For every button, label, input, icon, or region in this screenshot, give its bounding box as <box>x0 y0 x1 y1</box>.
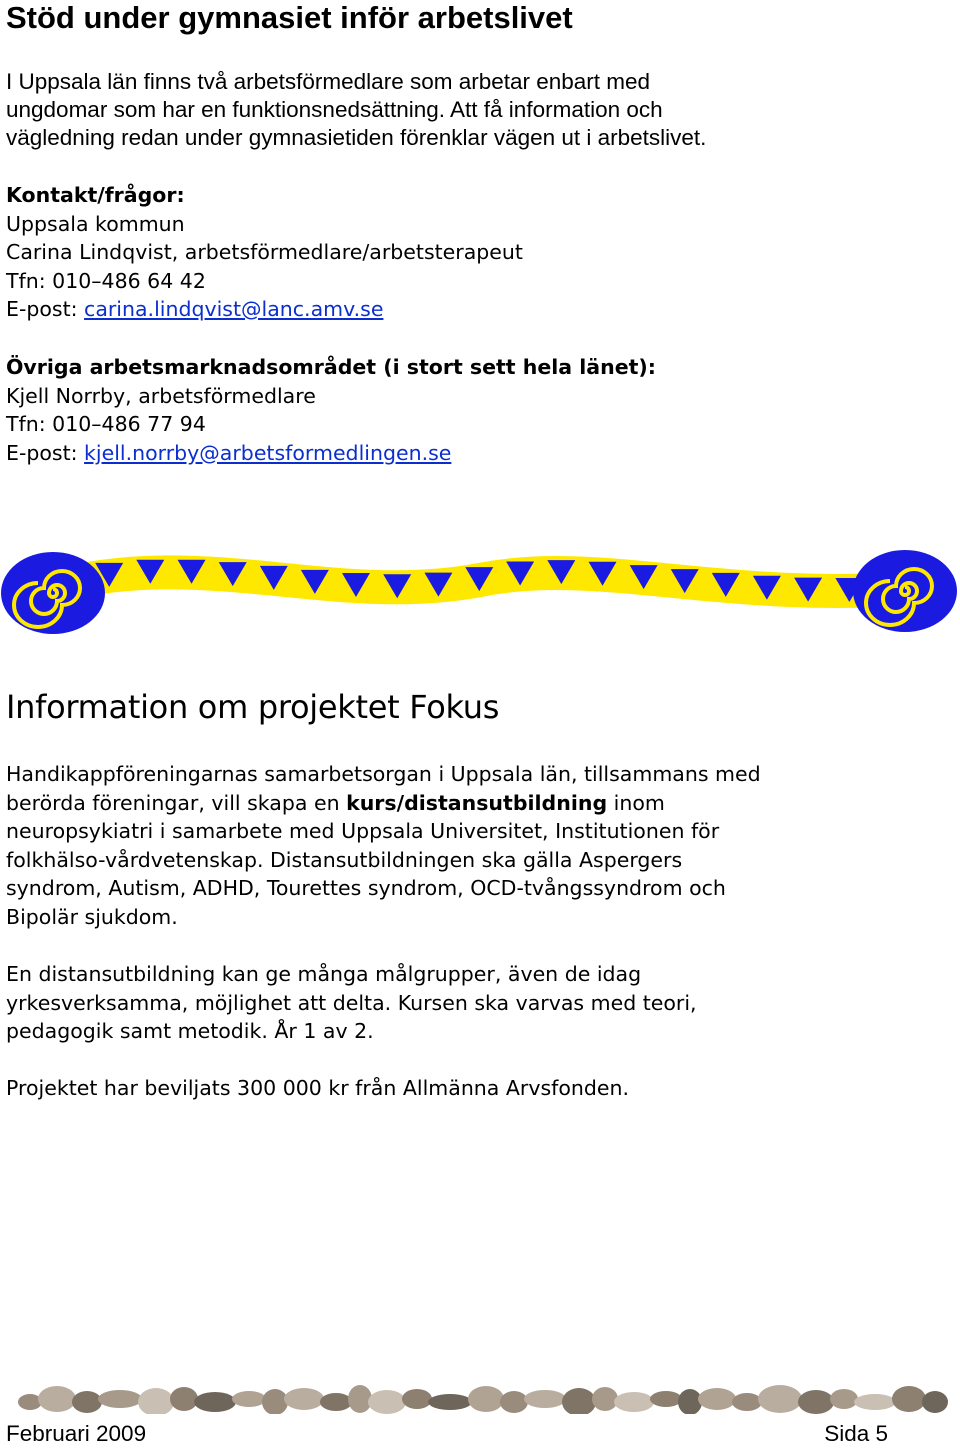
text-span: inom <box>607 790 665 815</box>
stone-shape <box>38 1386 76 1412</box>
text-line: folkhälso-vårdvetenskap. Distansutbildningen ska gälla Aspergers <box>6 847 683 872</box>
text-line: Projektet har beviljats 300 000 kr från Allmänna Arvsfonden. <box>6 1076 630 1100</box>
stone-shape <box>500 1391 528 1413</box>
decorative-wave-banner <box>0 548 960 638</box>
stone-shape <box>170 1387 198 1411</box>
contact-email-row <box>6 295 954 324</box>
stone-shape <box>320 1393 352 1411</box>
bold-term: kurs/distansutbildning <box>346 790 608 815</box>
intro-line: ungdomar som har en funktionsnedsättning. Att få information och <box>6 97 663 122</box>
decorative-stones-row <box>0 1380 960 1414</box>
contact-person: Kjell Norrby, arbetsförmedlare <box>6 383 316 408</box>
text-line: yrkesverksamma, möjlighet att delta. Kursen ska varvas med teori, <box>6 990 697 1015</box>
stone-shape <box>698 1388 736 1410</box>
contact-person: Carina Lindqvist, arbetsförmedlare/arbetsterapeut <box>6 240 523 264</box>
intro-paragraph <box>6 68 954 152</box>
text-line: pedagogik samt metodik. År 1 av 2. <box>6 1019 374 1043</box>
text-line <box>6 789 954 818</box>
text-span: berörda föreningar, vill skapa en <box>6 790 347 815</box>
stone-shape <box>798 1390 834 1414</box>
stone-shape <box>428 1394 472 1410</box>
stone-shape <box>262 1389 288 1414</box>
text-line: En distansutbildning kan ge många målgrupper, även de idag <box>6 962 642 986</box>
stone-shape <box>592 1387 618 1411</box>
stone-shape <box>830 1389 858 1409</box>
stone-shape <box>232 1391 266 1407</box>
contact-org: Uppsala kommun <box>6 211 185 236</box>
stone-shape <box>758 1385 802 1413</box>
contact-label: Kontakt/frågor: <box>6 183 185 207</box>
stone-shape <box>284 1388 324 1410</box>
email-prefix: E-post: <box>6 440 85 465</box>
contact-label: Övriga arbetsmarknadsområdet (i stort sett hela länet): <box>6 355 656 379</box>
footer-page-number: Sida 5 <box>824 1421 888 1446</box>
stone-shape <box>348 1385 372 1413</box>
intro-line: I Uppsala län finns två arbetsförmedlare som arbetar enbart med <box>6 69 651 94</box>
left-spiral-icon <box>1 552 105 634</box>
contact-phone: Tfn: 010–486 64 42 <box>6 268 206 293</box>
stone-shape <box>562 1388 596 1414</box>
text-line: syndrom, Autism, ADHD, Tourettes syndrom, OCD-tvångssyndrom och <box>6 876 726 900</box>
stone-shape <box>402 1389 432 1409</box>
stone-shape <box>892 1386 926 1412</box>
email-link[interactable]: kjell.norrby@arbetsformedlingen.se <box>84 440 452 465</box>
paragraph-project-1 <box>6 760 954 931</box>
section-heading: Information om projektet Fokus <box>6 688 500 726</box>
paragraph-project-2 <box>6 960 954 1046</box>
paragraph-project-3 <box>6 1074 954 1103</box>
contact-email-row <box>6 439 954 468</box>
stone-shape <box>194 1392 236 1412</box>
contact-block-1 <box>6 181 954 324</box>
contact-phone: Tfn: 010–486 77 94 <box>6 412 206 436</box>
text-line: Handikappföreningarnas samarbetsorgan i Uppsala län, tillsammans med <box>6 762 761 786</box>
text-line: Bipolär sjukdom. <box>6 904 178 929</box>
stone-shape <box>854 1394 896 1410</box>
intro-line: vägledning redan under gymnasietiden förenklar vägen ut i arbetslivet. <box>6 125 707 150</box>
footer-date: Februari 2009 <box>6 1421 147 1446</box>
stone-shape <box>98 1390 142 1408</box>
stone-shape <box>368 1390 406 1414</box>
contact-block-2 <box>6 353 954 467</box>
stone-shape <box>922 1391 948 1413</box>
stone-shape <box>678 1389 702 1414</box>
text-line: neuropsykiatri i samarbete med Uppsala Universitet, Institutionen för <box>6 819 720 843</box>
stone-shape <box>732 1393 762 1411</box>
stone-shape <box>468 1386 504 1412</box>
stone-shape <box>614 1392 654 1412</box>
stone-shape <box>138 1388 174 1414</box>
email-prefix: E-post: <box>6 297 85 321</box>
email-link[interactable]: carina.lindqvist@lanc.amv.se <box>84 297 384 321</box>
right-spiral-icon <box>853 550 957 632</box>
page-title: Stöd under gymnasiet inför arbetslivet <box>6 0 573 35</box>
stone-shape <box>524 1390 566 1408</box>
stone-shape <box>72 1391 102 1413</box>
stone-shape <box>650 1391 682 1407</box>
